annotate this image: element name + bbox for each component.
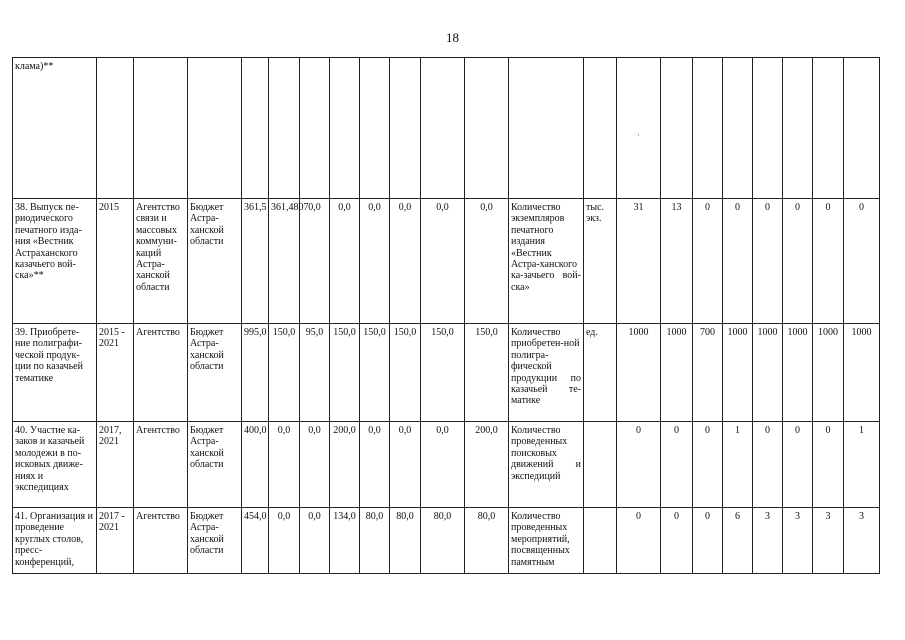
amount-cell: 150,0: [269, 324, 300, 422]
amount-cell: 361,5: [242, 199, 269, 324]
count-cell: 6: [723, 508, 753, 574]
count-cell: 3: [844, 508, 880, 574]
amount-cell: [360, 58, 390, 199]
count-cell: [813, 58, 844, 199]
event-name-cell: 38. Выпуск пе-риодического печатного изда-ния «Вестник Астраханского казачьего вой-ска»**: [13, 199, 97, 324]
count-cell: 0: [693, 199, 723, 324]
amount-cell: 0,0: [269, 422, 300, 508]
count-cell: 1000: [617, 324, 661, 422]
funding-source-cell: Бюджет Астра-ханской области: [188, 324, 242, 422]
count-cell: 0: [617, 508, 661, 574]
amount-cell: 0,0: [300, 199, 330, 324]
executor-cell: Агентство: [134, 422, 188, 508]
funding-source-cell: Бюджет Астра-ханской области: [188, 508, 242, 574]
years-cell: 2017 - 2021: [97, 508, 134, 574]
funding-source-cell: Бюджет Астра-ханской области: [188, 422, 242, 508]
amount-cell: 80,0: [360, 508, 390, 574]
amount-cell: 150,0: [360, 324, 390, 422]
amount-cell: [330, 58, 360, 199]
count-cell: 1: [844, 422, 880, 508]
amount-cell: 80,0: [390, 508, 421, 574]
count-cell: 0: [783, 422, 813, 508]
amount-cell: 0,0: [390, 199, 421, 324]
count-cell: 0: [753, 199, 783, 324]
amount-cell: 0,0: [360, 199, 390, 324]
page-number: 18: [446, 30, 459, 45]
count-cell: 1000: [844, 324, 880, 422]
count-cell: 0: [783, 199, 813, 324]
amount-cell: 0,0: [300, 422, 330, 508]
count-cell: 0: [813, 422, 844, 508]
count-cell: 1000: [661, 324, 693, 422]
amount-cell: 0,0: [269, 508, 300, 574]
amount-cell: 95,0: [300, 324, 330, 422]
event-name-cell: клама)**: [13, 58, 97, 199]
amount-cell: [421, 58, 465, 199]
indicator-cell: Количество проведенных поисковых движений и экспедиций: [509, 422, 584, 508]
funding-source-cell: Бюджет Астра-ханской области: [188, 199, 242, 324]
count-cell: 31: [617, 199, 661, 324]
count-cell: 1000: [813, 324, 844, 422]
count-cell: [783, 58, 813, 199]
count-cell: [661, 58, 693, 199]
funding-source-cell: [188, 58, 242, 199]
amount-cell: 150,0: [465, 324, 509, 422]
count-cell: 13: [661, 199, 693, 324]
table-row: [13, 58, 880, 199]
count-cell: 0: [813, 199, 844, 324]
count-cell: [723, 58, 753, 199]
count-cell: [753, 58, 783, 199]
amount-cell: [242, 58, 269, 199]
count-cell: 1000: [723, 324, 753, 422]
event-name-cell: 40. Участие ка-заков и казачьей молодежи в по-исковых движе-ниях и экспедициях: [13, 422, 97, 508]
amount-cell: 80,0: [465, 508, 509, 574]
amount-cell: 0,0: [360, 422, 390, 508]
amount-cell: 150,0: [330, 324, 360, 422]
event-name-cell: 41. Организация и проведение круглых столов, пресс-конференций,: [13, 508, 97, 574]
scan-speck: ·: [637, 130, 640, 140]
table-row: [13, 508, 880, 574]
indicator-cell: Количество экземпляров печатного издания «Вестник Астра-ханского ка-зачьего вой-ска»: [509, 199, 584, 324]
count-cell: [693, 58, 723, 199]
count-cell: 3: [783, 508, 813, 574]
count-cell: 1000: [783, 324, 813, 422]
amount-cell: 0,0: [330, 199, 360, 324]
unit-cell: [584, 58, 617, 199]
amount-cell: [300, 58, 330, 199]
unit-cell: тыс. экз.: [584, 199, 617, 324]
count-cell: [844, 58, 880, 199]
years-cell: 2017, 2021: [97, 422, 134, 508]
unit-cell: ед.: [584, 324, 617, 422]
count-cell: [617, 58, 661, 199]
event-name-cell: 39. Приобрете-ние полиграфи-ческой продук-ции по казачьей тематике: [13, 324, 97, 422]
indicator-cell: Количество приобретен-ной полигра-фической продукции по казачьей те-матике: [509, 324, 584, 422]
table-row: [13, 199, 880, 324]
count-cell: 0: [693, 508, 723, 574]
executor-cell: Агентство: [134, 508, 188, 574]
amount-cell: [390, 58, 421, 199]
count-cell: 0: [844, 199, 880, 324]
count-cell: 0: [661, 422, 693, 508]
program-table: [12, 57, 880, 574]
amount-cell: 200,0: [330, 422, 360, 508]
amount-cell: 200,0: [465, 422, 509, 508]
amount-cell: 134,0: [330, 508, 360, 574]
amount-cell: 0,0: [300, 508, 330, 574]
count-cell: 3: [813, 508, 844, 574]
indicator-cell: [509, 58, 584, 199]
amount-cell: 400,0: [242, 422, 269, 508]
table-row: [13, 324, 880, 422]
amount-cell: [269, 58, 300, 199]
amount-cell: 150,0: [390, 324, 421, 422]
count-cell: 0: [753, 422, 783, 508]
count-cell: 0: [661, 508, 693, 574]
executor-cell: Агентство: [134, 324, 188, 422]
unit-cell: [584, 508, 617, 574]
amount-cell: [465, 58, 509, 199]
amount-cell: 0,0: [390, 422, 421, 508]
count-cell: 1: [723, 422, 753, 508]
count-cell: 0: [617, 422, 661, 508]
count-cell: 3: [753, 508, 783, 574]
years-cell: 2015 - 2021: [97, 324, 134, 422]
executor-cell: Агентство связи и массовых коммуни-каций Астра-ханской области: [134, 199, 188, 324]
amount-cell: 0,0: [421, 199, 465, 324]
executor-cell: [134, 58, 188, 199]
years-cell: 2015: [97, 199, 134, 324]
table-row: [13, 422, 880, 508]
amount-cell: 454,0: [242, 508, 269, 574]
amount-cell: 0,0: [465, 199, 509, 324]
count-cell: 0: [723, 199, 753, 324]
amount-cell: 80,0: [421, 508, 465, 574]
amount-cell: 0,0: [421, 422, 465, 508]
amount-cell: 150,0: [421, 324, 465, 422]
count-cell: 700: [693, 324, 723, 422]
unit-cell: [584, 422, 617, 508]
indicator-cell: Количество проведенных мероприятий, посвященных памятным: [509, 508, 584, 574]
count-cell: 0: [693, 422, 723, 508]
amount-cell: 995,0: [242, 324, 269, 422]
amount-cell: 361,4807: [269, 199, 300, 324]
count-cell: 1000: [753, 324, 783, 422]
years-cell: [97, 58, 134, 199]
